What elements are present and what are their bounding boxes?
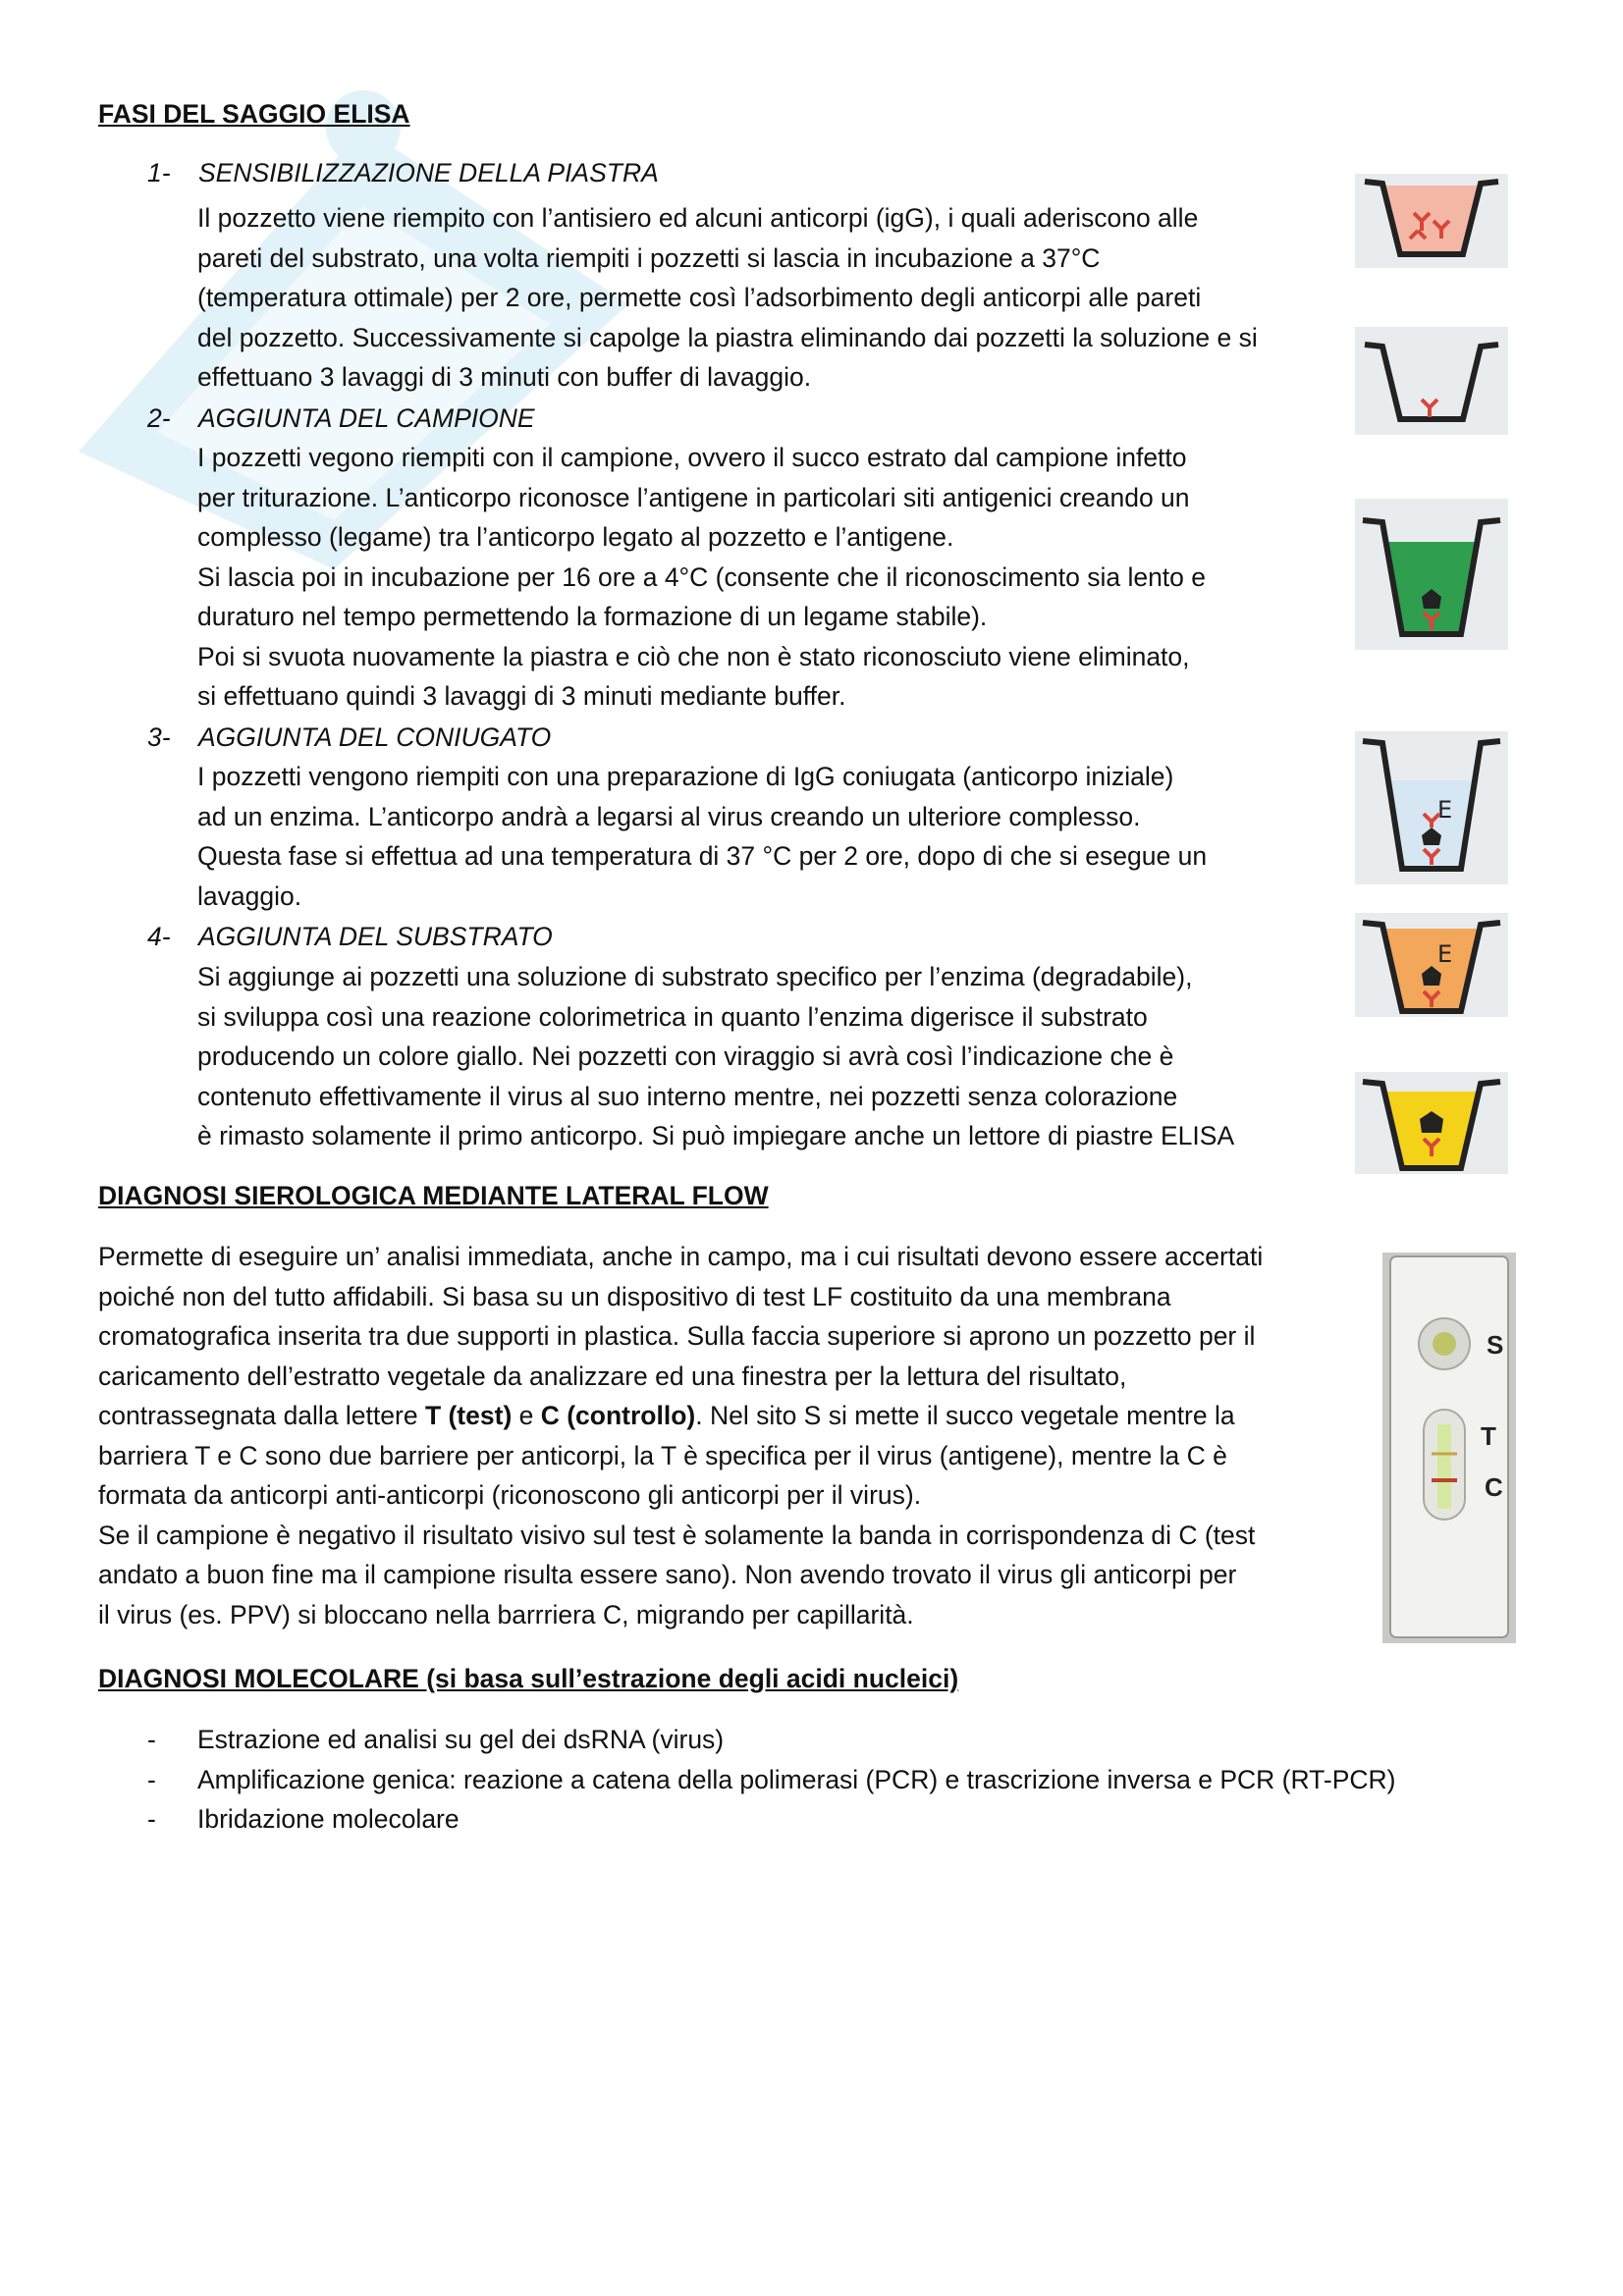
text-line: (temperatura ottimale) per 2 ore, permette così l’adsorbimento degli anticorpi alle pareti [197,283,1202,312]
step-1-body [197,198,1307,398]
text-segment: e [512,1401,541,1430]
step-1-number: 1- [147,158,171,187]
text-segment: . Nel sito S si mette il succo vegetale mentre la [695,1401,1235,1430]
text-line: cromatografica inserita tra due supporti in plastica. Sulla faccia superiore si aprono un pozzetto per il [98,1321,1256,1351]
list-item [98,1720,1551,1760]
text-line: Permette di eseguire un’ analisi immediata, anche in campo, ma i cui risultati devono essere accertati [98,1242,1264,1271]
text-line: complesso (legame) tra l’anticorpo legato al pozzetto e l’antigene. [197,522,954,552]
molecular-list [98,1720,1551,1840]
bold-term-test: T (test) [424,1401,513,1430]
well-substrate-yellow-icon [1355,1072,1508,1174]
device-label-t: T [1481,1421,1496,1451]
step-2-number: 2- [147,403,171,433]
enzyme-label: E [1437,796,1453,824]
text-line: poiché non del tutto affidabili. Si basa su un dispositivo di test LF costituito da una membrana [98,1281,1171,1311]
text-line: ad un enzima. L’anticorpo andrà a legarsi al virus creando un ulteriore complesso. [197,801,1141,831]
text-line: si sviluppa così una reazione colorimetrica in quanto l’enzima digerisce il substrato [197,1001,1148,1032]
text-line: barriera T e C sono due barriere per anticorpi, la T è specifica per il virus (antigene), mentre la C è [98,1440,1227,1470]
step-4-body [197,957,1307,1156]
text-line: caricamento dell’estratto vegetale da analizzare ed una finestra per la lettura del risultato, [98,1361,1127,1391]
list-item-text: Ibridazione molecolare [197,1804,460,1834]
text-line: lavaggio. [197,881,302,911]
step-3-number: 3- [147,722,171,752]
text-line: formata da anticorpi anti-anticorpi (riconoscono gli anticorpi per il virus). [98,1480,922,1510]
step-3-label: AGGIUNTA DEL CONIUGATO [198,722,552,752]
text-line: per triturazione. L’anticorpo riconosce l’antigene in particolari siti antigenici creando un [197,482,1190,512]
text-line: andato a buon fine ma il campione risulta essere sano). Non avendo trovato il virus gli anticorpi per [98,1560,1237,1589]
elisa-heading: FASI DEL SAGGIO ELISA [98,99,410,129]
well-sample-icon [1355,499,1508,650]
step-3-title [147,718,551,757]
text-line: è rimasto solamente il primo anticorpo. Si può impiegare anche un lettore di piastre ELISA [197,1121,1235,1150]
step-4-number: 4- [147,922,171,951]
step-4-label: AGGIUNTA DEL SUBSTRATO [198,922,553,951]
text-line: pareti del substrato, una volta riempiti i pozzetti si lascia in incubazione a 37°C [197,242,1101,273]
device-label-c: C [1485,1472,1503,1502]
text-line: il virus (es. PPV) si bloccano nella barrriera C, migrando per capillarità. [98,1599,914,1629]
enzyme-label: E [1437,940,1453,968]
text-line: Si lascia poi in incubazione per 16 ore a 4°C (consente che il riconoscimento sia lento e [197,561,1207,592]
list-item [98,1760,1551,1800]
step-2-body [197,438,1307,717]
text-line: Se il campione è negativo il risultato visivo sul test è solamente la banda in corrispondenza di C (test [98,1520,1256,1550]
text-line: Si aggiunge ai pozzetti una soluzione di substrato specifico per l’enzima (degradabile), [197,962,1193,991]
bullet-dash: - [147,1804,156,1834]
well-conjugate-icon [1355,731,1508,884]
step-2-title [147,399,535,438]
text-line [98,1396,1340,1436]
text-line: effettuano 3 lavaggi di 3 minuti con buffer di lavaggio. [197,362,812,392]
text-line: contenuto effettivamente il virus al suo interno mentre, nei pozzetti senza colorazione [197,1081,1178,1111]
step-1-label: SENSIBILIZZAZIONE DELLA PIASTRA [198,158,659,187]
text-line: producendo un colore giallo. Nei pozzetti con viraggio si avrà così l’indicazione che è [197,1041,1174,1071]
step-4-title [147,917,553,956]
well-antibody-icon [1355,174,1508,268]
text-line: Il pozzetto viene riempito con l’antisiero ed alcuni anticorpi (igG), i quali aderiscono alle [197,203,1199,233]
text-line: Poi si svuota nuovamente la piastra e ciò che non è stato riconosciuto viene eliminato, [197,641,1190,671]
step-2-label: AGGIUNTA DEL CAMPIONE [198,403,535,433]
list-item-text: Estrazione ed analisi su gel dei dsRNA (virus) [197,1725,725,1754]
bold-term-control: C (controllo) [540,1401,696,1430]
text-line: si effettuano quindi 3 lavaggi di 3 minuti mediante buffer. [197,681,846,711]
list-item-text: Amplificazione genica: reazione a catena della polimerasi (PCR) e trascrizione inversa e PCR (RT-PCR) [197,1764,1396,1794]
text-line: Questa fase si effettua ad una temperatura di 37 °C per 2 ore, dopo di che si esegue un [197,841,1208,871]
molecular-heading: DIAGNOSI MOLECOLARE (si basa sull’estrazione degli acidi nucleici) [98,1664,959,1693]
step-1-title [147,153,659,192]
lateral-flow-device-image [1382,1253,1516,1643]
text-line: I pozzetti vegono riempiti con il campione, ovvero il succo estrato dal campione infetto [197,443,1187,472]
text-line: duraturo nel tempo permettendo la formazione di un legame stabile). [197,602,988,631]
lateral-flow-paragraph [98,1237,1340,1634]
lateral-flow-heading: DIAGNOSI SIEROLOGICA MEDIANTE LATERAL FLOW [98,1181,769,1210]
well-empty-antibody-icon [1355,327,1508,435]
bullet-dash: - [147,1764,156,1794]
well-substrate-orange-icon [1355,913,1508,1017]
device-label-s: S [1487,1330,1504,1360]
text-line: del pozzetto. Successivamente si capolge la piastra eliminando dai pozzetti la soluzione e si [197,322,1258,352]
bullet-dash: - [147,1725,156,1754]
step-3-body [197,757,1307,916]
list-item [98,1799,1551,1840]
text-segment: contrassegnata dalla lettere [98,1401,425,1430]
text-line: I pozzetti vengono riempiti con una preparazione di IgG coniugata (anticorpo iniziale) [197,762,1174,791]
